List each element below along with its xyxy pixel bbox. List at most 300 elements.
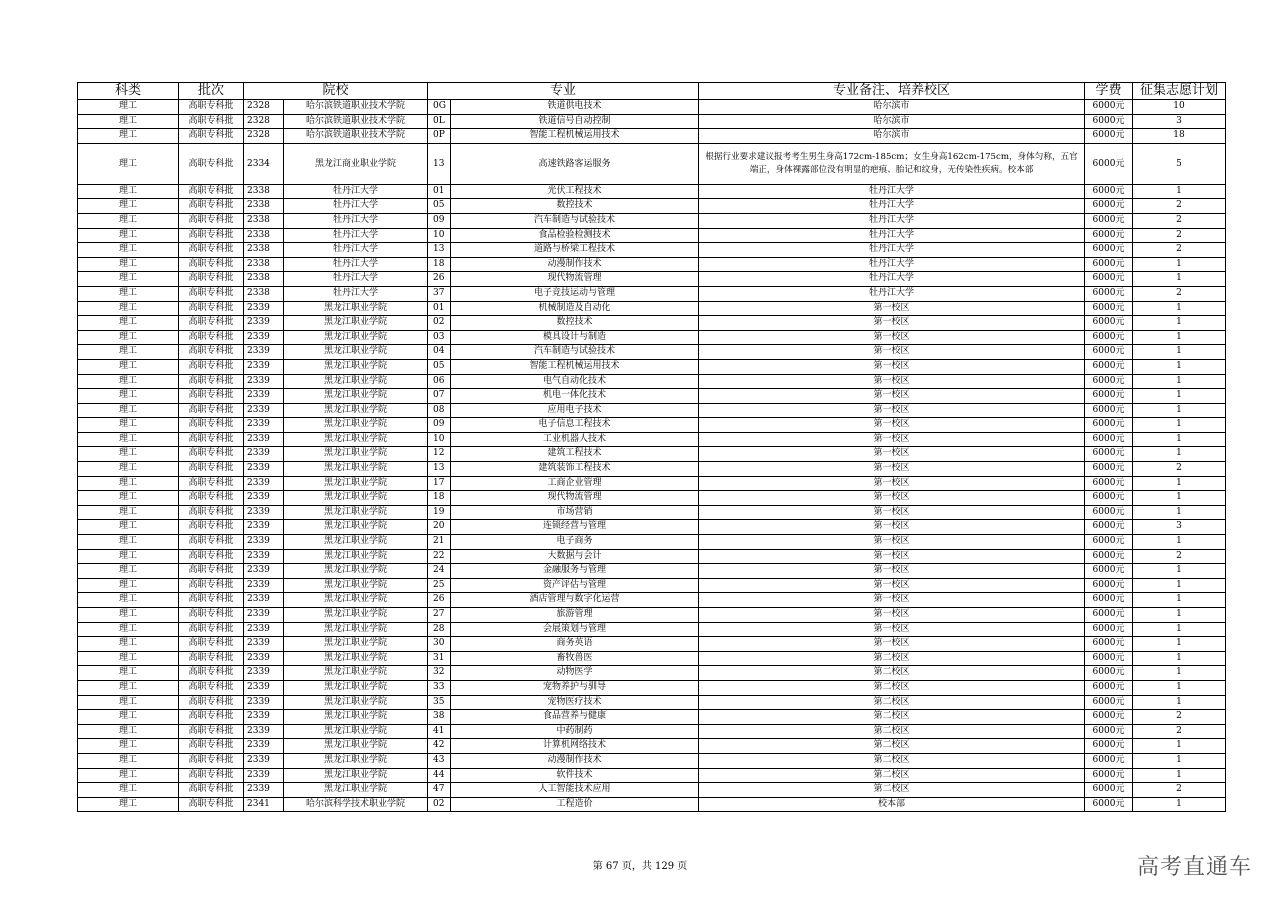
table-row	[78, 797, 1226, 812]
cell-category: 理工	[78, 316, 179, 331]
cell-school-code: 2339	[244, 593, 284, 608]
cell-school-code: 2339	[244, 695, 284, 710]
cell-tuition: 6000元	[1085, 462, 1133, 477]
cell-major-code: 05	[428, 199, 451, 214]
cell-batch: 高职专科批	[179, 286, 244, 301]
cell-category: 理工	[78, 680, 179, 695]
cell-major-name: 旅游管理	[451, 608, 699, 623]
cell-school-code: 2339	[244, 666, 284, 681]
cell-school-name: 黑龙江职业学院	[284, 301, 428, 316]
cell-category: 理工	[78, 637, 179, 652]
cell-plan: 1	[1133, 768, 1226, 783]
cell-school-code: 2339	[244, 710, 284, 725]
header-plan: 征集志愿计划	[1133, 83, 1226, 100]
cell-major-name: 智能工程机械运用技术	[451, 129, 699, 144]
cell-notes-campus: 第二校区	[699, 783, 1085, 798]
cell-notes-campus: 哈尔滨市	[699, 114, 1085, 129]
table-row	[78, 228, 1226, 243]
cell-school-name: 黑龙江职业学院	[284, 549, 428, 564]
table-row	[78, 622, 1226, 637]
table-row	[78, 608, 1226, 623]
cell-batch: 高职专科批	[179, 432, 244, 447]
cell-category: 理工	[78, 114, 179, 129]
cell-school-name: 黑龙江职业学院	[284, 389, 428, 404]
cell-tuition: 6000元	[1085, 257, 1133, 272]
cell-major-name: 商务英语	[451, 637, 699, 652]
header-major: 专业	[428, 83, 699, 100]
cell-school-name: 黑龙江职业学院	[284, 316, 428, 331]
cell-school-name: 黑龙江职业学院	[284, 724, 428, 739]
cell-tuition: 6000元	[1085, 476, 1133, 491]
cell-plan: 1	[1133, 389, 1226, 404]
cell-major-name: 汽车制造与试验技术	[451, 213, 699, 228]
cell-plan: 3	[1133, 520, 1226, 535]
cell-batch: 高职专科批	[179, 184, 244, 199]
cell-notes-campus: 第二校区	[699, 768, 1085, 783]
page-number: 第 67 页，共 129 页	[592, 861, 688, 872]
cell-batch: 高职专科批	[179, 389, 244, 404]
cell-major-name: 工程造价	[451, 797, 699, 812]
cell-category: 理工	[78, 432, 179, 447]
cell-category: 理工	[78, 476, 179, 491]
table-row	[78, 651, 1226, 666]
cell-school-name: 牡丹江大学	[284, 199, 428, 214]
cell-batch: 高职专科批	[179, 403, 244, 418]
table-row	[78, 213, 1226, 228]
cell-major-name: 电子竞技运动与管理	[451, 286, 699, 301]
cell-major-name: 中药制药	[451, 724, 699, 739]
cell-school-name: 牡丹江大学	[284, 243, 428, 258]
cell-category: 理工	[78, 330, 179, 345]
cell-plan: 1	[1133, 345, 1226, 360]
cell-tuition: 6000元	[1085, 129, 1133, 144]
cell-category: 理工	[78, 447, 179, 462]
cell-notes-campus: 第二校区	[699, 739, 1085, 754]
cell-batch: 高职专科批	[179, 447, 244, 462]
cell-school-code: 2338	[244, 257, 284, 272]
cell-major-name: 现代物流管理	[451, 272, 699, 287]
cell-major-name: 人工智能技术应用	[451, 783, 699, 798]
cell-school-code: 2339	[244, 739, 284, 754]
cell-category: 理工	[78, 462, 179, 477]
cell-school-code: 2339	[244, 578, 284, 593]
cell-tuition: 6000元	[1085, 505, 1133, 520]
cell-category: 理工	[78, 243, 179, 258]
cell-plan: 1	[1133, 739, 1226, 754]
cell-tuition: 6000元	[1085, 228, 1133, 243]
cell-batch: 高职专科批	[179, 272, 244, 287]
cell-major-code: 05	[428, 359, 451, 374]
cell-category: 理工	[78, 389, 179, 404]
header-batch: 批次	[179, 83, 244, 100]
cell-tuition: 6000元	[1085, 593, 1133, 608]
cell-plan: 10	[1133, 100, 1226, 115]
cell-category: 理工	[78, 549, 179, 564]
cell-batch: 高职专科批	[179, 710, 244, 725]
cell-major-name: 动物医学	[451, 666, 699, 681]
cell-major-code: 17	[428, 476, 451, 491]
cell-notes-campus: 第二校区	[699, 710, 1085, 725]
cell-plan: 1	[1133, 753, 1226, 768]
header-school: 院校	[244, 83, 428, 100]
table-row	[78, 462, 1226, 477]
cell-tuition: 6000元	[1085, 783, 1133, 798]
cell-batch: 高职专科批	[179, 491, 244, 506]
cell-notes-campus: 第一校区	[699, 622, 1085, 637]
cell-category: 理工	[78, 184, 179, 199]
cell-major-code: 22	[428, 549, 451, 564]
cell-notes-campus: 第一校区	[699, 418, 1085, 433]
cell-notes-campus: 第二校区	[699, 651, 1085, 666]
cell-school-code: 2339	[244, 535, 284, 550]
cell-school-name: 黑龙江职业学院	[284, 695, 428, 710]
table-row	[78, 535, 1226, 550]
cell-plan: 3	[1133, 114, 1226, 129]
cell-school-name: 黑龙江职业学院	[284, 462, 428, 477]
cell-batch: 高职专科批	[179, 739, 244, 754]
cell-category: 理工	[78, 593, 179, 608]
cell-school-name: 黑龙江职业学院	[284, 345, 428, 360]
cell-major-name: 数控技术	[451, 199, 699, 214]
table-row	[78, 710, 1226, 725]
table-body	[78, 100, 1226, 812]
cell-tuition: 6000元	[1085, 359, 1133, 374]
cell-category: 理工	[78, 797, 179, 812]
cell-category: 理工	[78, 418, 179, 433]
cell-major-code: 25	[428, 578, 451, 593]
table-row	[78, 753, 1226, 768]
cell-major-name: 金融服务与管理	[451, 564, 699, 579]
cell-major-code: 24	[428, 564, 451, 579]
cell-school-code: 2338	[244, 286, 284, 301]
table-row	[78, 695, 1226, 710]
cell-tuition: 6000元	[1085, 316, 1133, 331]
cell-school-name: 黑龙江职业学院	[284, 637, 428, 652]
watermark-text: 高考直通车	[1136, 855, 1252, 880]
cell-school-name: 黑龙江职业学院	[284, 418, 428, 433]
cell-major-code: 30	[428, 637, 451, 652]
cell-major-code: 13	[428, 243, 451, 258]
cell-major-code: 0P	[428, 129, 451, 144]
cell-batch: 高职专科批	[179, 114, 244, 129]
header-tuition: 学费	[1085, 83, 1133, 100]
cell-major-code: 28	[428, 622, 451, 637]
cell-major-name: 光伏工程技术	[451, 184, 699, 199]
cell-school-code: 2339	[244, 549, 284, 564]
cell-category: 理工	[78, 359, 179, 374]
cell-notes-campus: 第一校区	[699, 462, 1085, 477]
cell-school-name: 黑龙江职业学院	[284, 476, 428, 491]
cell-school-code: 2339	[244, 622, 284, 637]
cell-category: 理工	[78, 578, 179, 593]
cell-major-name: 食品检验检测技术	[451, 228, 699, 243]
cell-major-code: 0L	[428, 114, 451, 129]
cell-tuition: 6000元	[1085, 797, 1133, 812]
cell-school-code: 2334	[244, 143, 284, 184]
cell-tuition: 6000元	[1085, 143, 1133, 184]
cell-school-code: 2339	[244, 491, 284, 506]
cell-major-code: 38	[428, 710, 451, 725]
cell-major-name: 动漫制作技术	[451, 257, 699, 272]
cell-notes-campus: 第一校区	[699, 403, 1085, 418]
cell-plan: 2	[1133, 724, 1226, 739]
cell-plan: 1	[1133, 695, 1226, 710]
cell-category: 理工	[78, 100, 179, 115]
cell-notes-campus: 牡丹江大学	[699, 286, 1085, 301]
cell-school-code: 2339	[244, 403, 284, 418]
cell-tuition: 6000元	[1085, 199, 1133, 214]
cell-plan: 1	[1133, 403, 1226, 418]
cell-major-code: 02	[428, 316, 451, 331]
cell-plan: 5	[1133, 143, 1226, 184]
cell-major-code: 13	[428, 462, 451, 477]
table-row	[78, 359, 1226, 374]
table-row	[78, 564, 1226, 579]
cell-batch: 高职专科批	[179, 129, 244, 144]
cell-plan: 1	[1133, 680, 1226, 695]
cell-school-code: 2339	[244, 374, 284, 389]
cell-major-code: 47	[428, 783, 451, 798]
cell-category: 理工	[78, 228, 179, 243]
cell-tuition: 6000元	[1085, 301, 1133, 316]
cell-tuition: 6000元	[1085, 535, 1133, 550]
cell-tuition: 6000元	[1085, 695, 1133, 710]
cell-major-code: 03	[428, 330, 451, 345]
cell-notes-campus: 第一校区	[699, 374, 1085, 389]
cell-batch: 高职专科批	[179, 374, 244, 389]
cell-batch: 高职专科批	[179, 651, 244, 666]
cell-category: 理工	[78, 374, 179, 389]
cell-plan: 1	[1133, 637, 1226, 652]
cell-plan: 2	[1133, 213, 1226, 228]
cell-major-code: 06	[428, 374, 451, 389]
cell-category: 理工	[78, 257, 179, 272]
cell-school-name: 黑龙江职业学院	[284, 432, 428, 447]
cell-plan: 1	[1133, 257, 1226, 272]
table-row	[78, 680, 1226, 695]
cell-category: 理工	[78, 564, 179, 579]
cell-category: 理工	[78, 286, 179, 301]
cell-notes-campus: 第二校区	[699, 666, 1085, 681]
cell-category: 理工	[78, 666, 179, 681]
cell-plan: 1	[1133, 535, 1226, 550]
cell-category: 理工	[78, 608, 179, 623]
table-row	[78, 520, 1226, 535]
table-row	[78, 374, 1226, 389]
cell-major-name: 电气自动化技术	[451, 374, 699, 389]
cell-tuition: 6000元	[1085, 739, 1133, 754]
cell-major-code: 02	[428, 797, 451, 812]
cell-batch: 高职专科批	[179, 695, 244, 710]
cell-batch: 高职专科批	[179, 345, 244, 360]
cell-major-code: 08	[428, 403, 451, 418]
cell-batch: 高职专科批	[179, 783, 244, 798]
cell-batch: 高职专科批	[179, 680, 244, 695]
cell-tuition: 6000元	[1085, 447, 1133, 462]
cell-category: 理工	[78, 695, 179, 710]
table-row	[78, 505, 1226, 520]
cell-school-name: 黑龙江职业学院	[284, 593, 428, 608]
cell-notes-campus: 第一校区	[699, 432, 1085, 447]
cell-school-code: 2339	[244, 651, 284, 666]
cell-school-name: 黑龙江职业学院	[284, 622, 428, 637]
cell-school-code: 2328	[244, 114, 284, 129]
cell-tuition: 6000元	[1085, 637, 1133, 652]
cell-category: 理工	[78, 783, 179, 798]
cell-school-code: 2339	[244, 432, 284, 447]
cell-notes-campus: 第一校区	[699, 564, 1085, 579]
cell-tuition: 6000元	[1085, 710, 1133, 725]
header-notes-campus: 专业备注、培养校区	[699, 83, 1085, 100]
cell-tuition: 6000元	[1085, 549, 1133, 564]
cell-category: 理工	[78, 505, 179, 520]
cell-plan: 1	[1133, 666, 1226, 681]
cell-major-name: 大数据与会计	[451, 549, 699, 564]
cell-school-name: 黑龙江职业学院	[284, 578, 428, 593]
cell-school-code: 2328	[244, 129, 284, 144]
cell-major-name: 宠物养护与驯导	[451, 680, 699, 695]
cell-major-code: 35	[428, 695, 451, 710]
cell-notes-campus: 第一校区	[699, 608, 1085, 623]
cell-plan: 1	[1133, 272, 1226, 287]
table-row	[78, 129, 1226, 144]
cell-batch: 高职专科批	[179, 753, 244, 768]
cell-major-code: 43	[428, 753, 451, 768]
table-row	[78, 301, 1226, 316]
cell-notes-campus: 第一校区	[699, 491, 1085, 506]
cell-school-code: 2339	[244, 608, 284, 623]
cell-major-code: 42	[428, 739, 451, 754]
cell-major-name: 电子商务	[451, 535, 699, 550]
cell-school-code: 2339	[244, 345, 284, 360]
cell-major-name: 高速铁路客运服务	[451, 143, 699, 184]
cell-notes-campus: 第一校区	[699, 359, 1085, 374]
table-row	[78, 739, 1226, 754]
cell-major-name: 建筑装饰工程技术	[451, 462, 699, 477]
cell-school-code: 2339	[244, 418, 284, 433]
cell-school-code: 2339	[244, 389, 284, 404]
cell-school-code: 2338	[244, 243, 284, 258]
cell-school-code: 2339	[244, 462, 284, 477]
cell-major-code: 27	[428, 608, 451, 623]
cell-major-name: 应用电子技术	[451, 403, 699, 418]
table-row	[78, 432, 1226, 447]
cell-notes-campus: 第一校区	[699, 549, 1085, 564]
cell-school-code: 2339	[244, 301, 284, 316]
table-row	[78, 257, 1226, 272]
cell-major-code: 04	[428, 345, 451, 360]
cell-tuition: 6000元	[1085, 403, 1133, 418]
cell-major-name: 铁道信号自动控制	[451, 114, 699, 129]
cell-major-name: 计算机网络技术	[451, 739, 699, 754]
cell-batch: 高职专科批	[179, 359, 244, 374]
cell-school-name: 牡丹江大学	[284, 228, 428, 243]
cell-major-name: 机电一体化技术	[451, 389, 699, 404]
cell-major-code: 12	[428, 447, 451, 462]
cell-major-code: 32	[428, 666, 451, 681]
cell-tuition: 6000元	[1085, 724, 1133, 739]
cell-batch: 高职专科批	[179, 564, 244, 579]
cell-notes-campus: 第二校区	[699, 680, 1085, 695]
cell-notes-campus: 牡丹江大学	[699, 184, 1085, 199]
table-row	[78, 389, 1226, 404]
cell-school-name: 黑龙江职业学院	[284, 564, 428, 579]
table-row	[78, 345, 1226, 360]
cell-notes-campus: 第一校区	[699, 345, 1085, 360]
cell-category: 理工	[78, 651, 179, 666]
cell-major-code: 26	[428, 593, 451, 608]
cell-category: 理工	[78, 301, 179, 316]
cell-major-name: 数控技术	[451, 316, 699, 331]
cell-batch: 高职专科批	[179, 143, 244, 184]
cell-tuition: 6000元	[1085, 578, 1133, 593]
cell-batch: 高职专科批	[179, 330, 244, 345]
cell-major-name: 宠物医疗技术	[451, 695, 699, 710]
cell-category: 理工	[78, 739, 179, 754]
cell-school-code: 2338	[244, 272, 284, 287]
cell-school-name: 黑龙江职业学院	[284, 666, 428, 681]
cell-plan: 2	[1133, 710, 1226, 725]
cell-school-code: 2339	[244, 637, 284, 652]
cell-tuition: 6000元	[1085, 680, 1133, 695]
cell-tuition: 6000元	[1085, 651, 1133, 666]
table-row	[78, 100, 1226, 115]
cell-major-name: 工商企业管理	[451, 476, 699, 491]
cell-category: 理工	[78, 403, 179, 418]
cell-notes-campus: 牡丹江大学	[699, 228, 1085, 243]
cell-tuition: 6000元	[1085, 768, 1133, 783]
cell-major-code: 20	[428, 520, 451, 535]
cell-major-name: 汽车制造与试验技术	[451, 345, 699, 360]
cell-category: 理工	[78, 710, 179, 725]
cell-tuition: 6000元	[1085, 520, 1133, 535]
cell-plan: 18	[1133, 129, 1226, 144]
cell-major-code: 01	[428, 301, 451, 316]
cell-plan: 1	[1133, 330, 1226, 345]
cell-tuition: 6000元	[1085, 330, 1133, 345]
table-row	[78, 143, 1226, 184]
header-category: 科类	[78, 83, 179, 100]
cell-plan: 2	[1133, 549, 1226, 564]
cell-plan: 2	[1133, 462, 1226, 477]
cell-school-name: 黑龙江职业学院	[284, 447, 428, 462]
cell-category: 理工	[78, 724, 179, 739]
cell-batch: 高职专科批	[179, 418, 244, 433]
cell-tuition: 6000元	[1085, 374, 1133, 389]
cell-major-code: 19	[428, 505, 451, 520]
cell-batch: 高职专科批	[179, 724, 244, 739]
cell-major-name: 动漫制作技术	[451, 753, 699, 768]
cell-notes-campus: 根据行业要求建议报考考生男生身高172cm-185cm；女生身高162cm-175cm，身体匀称，五官端正，身体裸露部位没有明显的疤痕、胎记和纹身，无传染性疾病。校本部	[699, 143, 1085, 184]
table-row	[78, 403, 1226, 418]
cell-notes-campus: 第一校区	[699, 389, 1085, 404]
cell-batch: 高职专科批	[179, 535, 244, 550]
cell-batch: 高职专科批	[179, 637, 244, 652]
table-row	[78, 549, 1226, 564]
cell-major-name: 模具设计与制造	[451, 330, 699, 345]
cell-batch: 高职专科批	[179, 608, 244, 623]
table-row	[78, 286, 1226, 301]
cell-tuition: 6000元	[1085, 753, 1133, 768]
cell-tuition: 6000元	[1085, 345, 1133, 360]
table-row	[78, 593, 1226, 608]
cell-school-name: 哈尔滨铁道职业技术学院	[284, 100, 428, 115]
cell-notes-campus: 第一校区	[699, 447, 1085, 462]
cell-school-code: 2338	[244, 213, 284, 228]
cell-plan: 1	[1133, 359, 1226, 374]
cell-batch: 高职专科批	[179, 622, 244, 637]
cell-category: 理工	[78, 345, 179, 360]
